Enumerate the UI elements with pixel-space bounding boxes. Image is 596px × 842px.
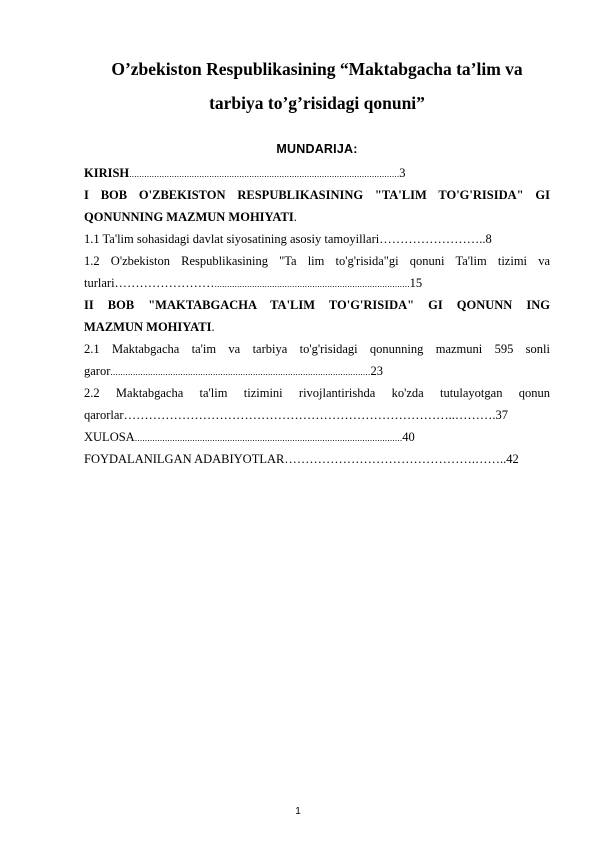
toc-entry-1-2-line-2 (84, 272, 550, 294)
title-line-2: tarbiya to’g’risidagi qonuni” (209, 93, 425, 113)
toc-entry-page: 8 (485, 232, 492, 246)
page-number: 1 (295, 806, 301, 817)
toc-entry-page: 40 (402, 430, 415, 444)
toc-entry-2-1-line-2 (84, 360, 550, 382)
toc-chapter-2-line-1: II BOB "MAKTABGACHA TA'LIM TO'G'RISIDA" GI QONUNN ING (84, 298, 550, 312)
dot-leader: ............................................................................................................ (129, 169, 400, 179)
toc-entry-label: 1.1 Ta'lim sohasidagi davlat siyosatining asosiy tamoyillari (84, 232, 380, 246)
table-of-contents (84, 162, 550, 470)
toc-entry-page: 15 (409, 276, 423, 290)
toc-entry-end: . (211, 320, 215, 334)
toc-entry-intro (84, 162, 550, 184)
toc-entry-page: 23 (370, 364, 383, 378)
toc-heading: MUNDARIJA: (276, 142, 358, 156)
dot-leader: ……………………………………….…….. (284, 452, 507, 466)
toc-entry-end: . (293, 210, 297, 224)
toc-chapter-1-line-2 (84, 206, 550, 228)
toc-entry-2-1-line-1: 2.1 Maktabgacha ta'im va tarbiya to'g'risidagi qonunning mazmuni 595 sonli (84, 342, 550, 356)
toc-chapter-2-line-2 (84, 316, 550, 338)
dot-leader: …………………….. (379, 232, 486, 246)
document-title (84, 52, 550, 120)
title-line-1: O’zbekiston Respublikasining “Maktabgacha ta’lim va (111, 59, 523, 79)
toc-entry-2-2-line-1: 2.2 Maktabgacha ta'lim tizimini rivojlantirishda ko'zda tutulayotgan qonun (84, 386, 550, 400)
toc-entry-label: turlari (84, 276, 115, 290)
toc-entry-1-2-line-1: 1.2 O'zbekiston Respublikasining "Ta lim to'g'risida"gi qonuni Ta'lim tizimi va (84, 254, 550, 268)
dot-leader: .............................................................................. (214, 279, 410, 289)
dot-leader: ........................................................................................................... (134, 433, 403, 443)
toc-entry-label: MAZMUN MOHIYATI (84, 320, 212, 334)
dot-leader: …………………… (114, 276, 215, 290)
toc-chapter-1-line-1: I BOB O'ZBEKISTON RESPUBLIKASINING "TA'LIM TO'G'RISIDA" GI (84, 188, 550, 202)
toc-entry-conclusion (84, 426, 550, 448)
toc-entry-page: 42 (506, 452, 519, 466)
toc-entry-label: XULOSA (84, 430, 135, 444)
toc-entry-label: FOYDALANILGAN ADABIYOTLAR (84, 452, 285, 466)
toc-entry-references (84, 448, 550, 470)
toc-entry-label: garor (84, 364, 111, 378)
dot-leader: ……………………………………………………………………..………. (123, 408, 496, 422)
toc-entry-page: 3 (399, 166, 406, 180)
toc-entry-page: 37 (495, 408, 508, 422)
dot-leader: ........................................................................................................ (110, 367, 371, 377)
toc-entry-label: QONUNNING MAZMUN MOHIYATI (84, 210, 294, 224)
toc-entry-label: KIRISH (84, 166, 130, 180)
toc-entry-2-2-line-2 (84, 404, 550, 426)
toc-entry-1-1 (84, 228, 550, 250)
toc-entry-label: qarorlar (84, 408, 124, 422)
